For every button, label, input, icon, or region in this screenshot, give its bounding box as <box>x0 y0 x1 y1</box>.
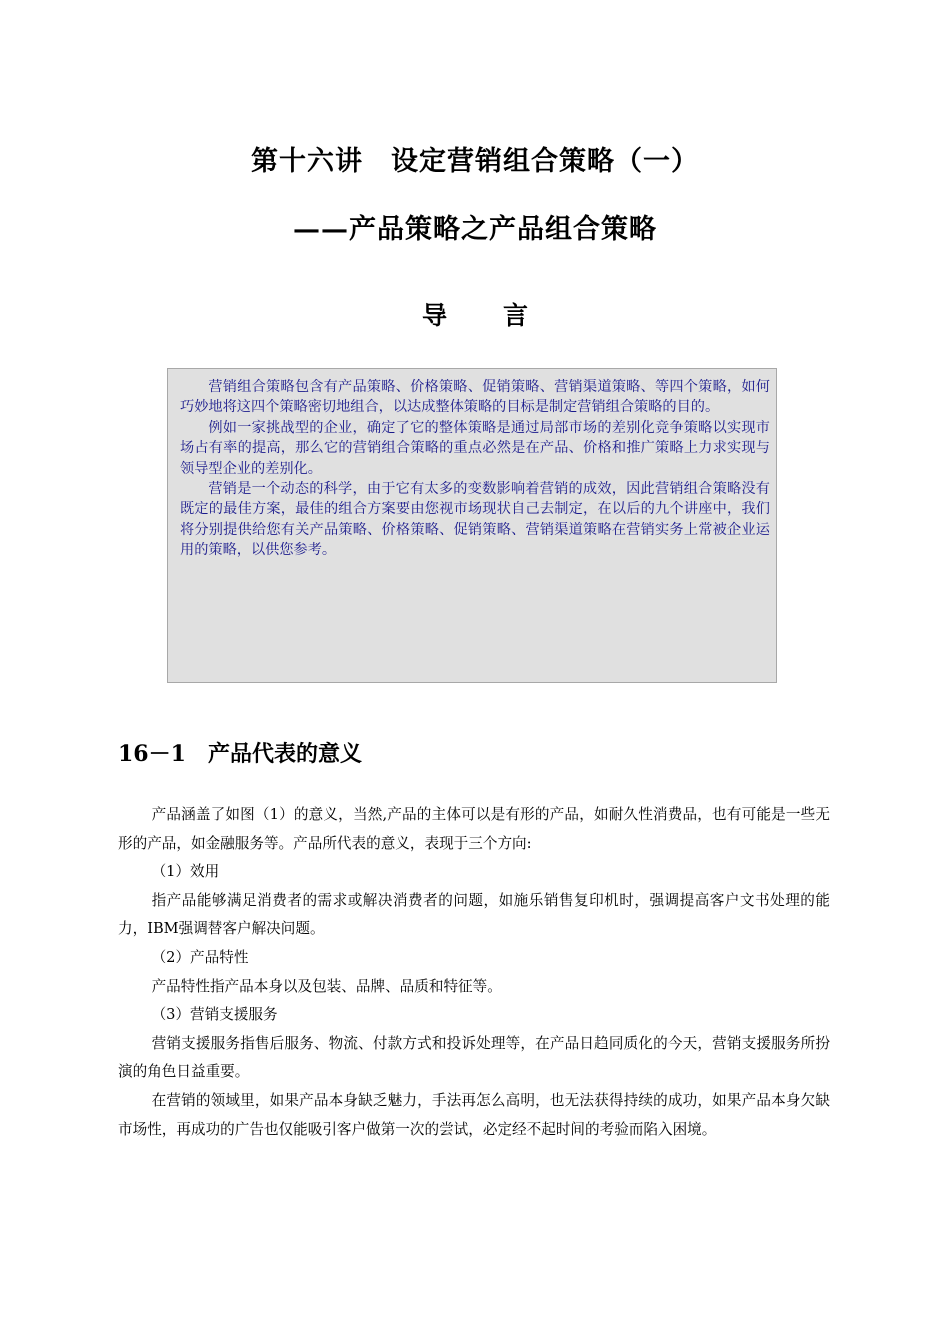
lecture-number: 第十六讲 <box>251 146 363 177</box>
body-paragraph: 产品特性指产品本身以及包装、品牌、品质和特征等。 <box>151 977 502 995</box>
body-paragraph: 产品涵盖了如图（1）的意义，当然,产品的主体可以是有形的产品，如耐久性消费品，也有可能是一些无形的产品，如金融服务等。产品所代表的意义，表现于三个方向: <box>118 806 830 852</box>
page-title <box>0 142 950 182</box>
lecture-topic: 设定营销组合策略（一） <box>391 146 699 177</box>
body-paragraph: 指产品能够满足消费者的需求或解决消费者的问题，如施乐销售复印机时，强调提高客户文书处理的能力，IBM强调替客户解决问题。 <box>118 891 830 938</box>
page-subtitle: ——产品策略之产品组合策略 <box>293 214 657 245</box>
list-item-heading: （2）产品特性 <box>151 948 249 966</box>
section-title: 产品代表的意义 <box>208 741 363 767</box>
intro-paragraph: 营销组合策略包含有产品策略、价格策略、促销策略、营销渠道策略、等四个策略，如何巧妙地将这四个策略密切地组合，以达成整体策略的目标是制定营销组合策略的目的。 <box>180 379 770 416</box>
intro-paragraph: 营销是一个动态的科学，由于它有太多的变数影响着营销的成效，因此营销组合策略没有既定的最佳方案，最佳的组合方案要由您视市场现状自己去制定，在以后的九个讲座中，我们将分别提供给您有关产品策略、价格策略、促销策略、营销渠道策略在营销实务上常被企业运用的策略，以供您参考。 <box>180 481 770 559</box>
list-item-heading: （1）效用 <box>151 863 220 881</box>
list-item-heading: （3）营销支援服务 <box>151 1006 278 1024</box>
section-number: 16－1 <box>118 741 186 767</box>
section-body <box>118 801 830 1144</box>
intro-paragraph: 例如一家挑战型的企业，确定了它的整体策略是通过局部市场的差别化竞争策略以实现市场占有率的提高，那么它的营销组合策略的重点必然是在产品、价格和推广策略上力求实现与领导型企业的差别化。 <box>180 419 770 477</box>
intro-box <box>167 368 777 683</box>
section-heading <box>118 736 362 772</box>
body-paragraph: 在营销的领域里，如果产品本身缺乏魅力，手法再怎么高明，也无法获得持续的成功，如果产品本身欠缺市场性，再成功的广告也仅能吸引客户做第一次的尝试，必定经不起时间的考验而陷入困境。 <box>118 1091 830 1138</box>
intro-heading: 导言 <box>421 301 584 330</box>
body-paragraph: 营销支援服务指售后服务、物流、付款方式和投诉处理等，在产品日趋同质化的今天，营销支援服务所扮演的角色日益重要。 <box>118 1034 830 1081</box>
